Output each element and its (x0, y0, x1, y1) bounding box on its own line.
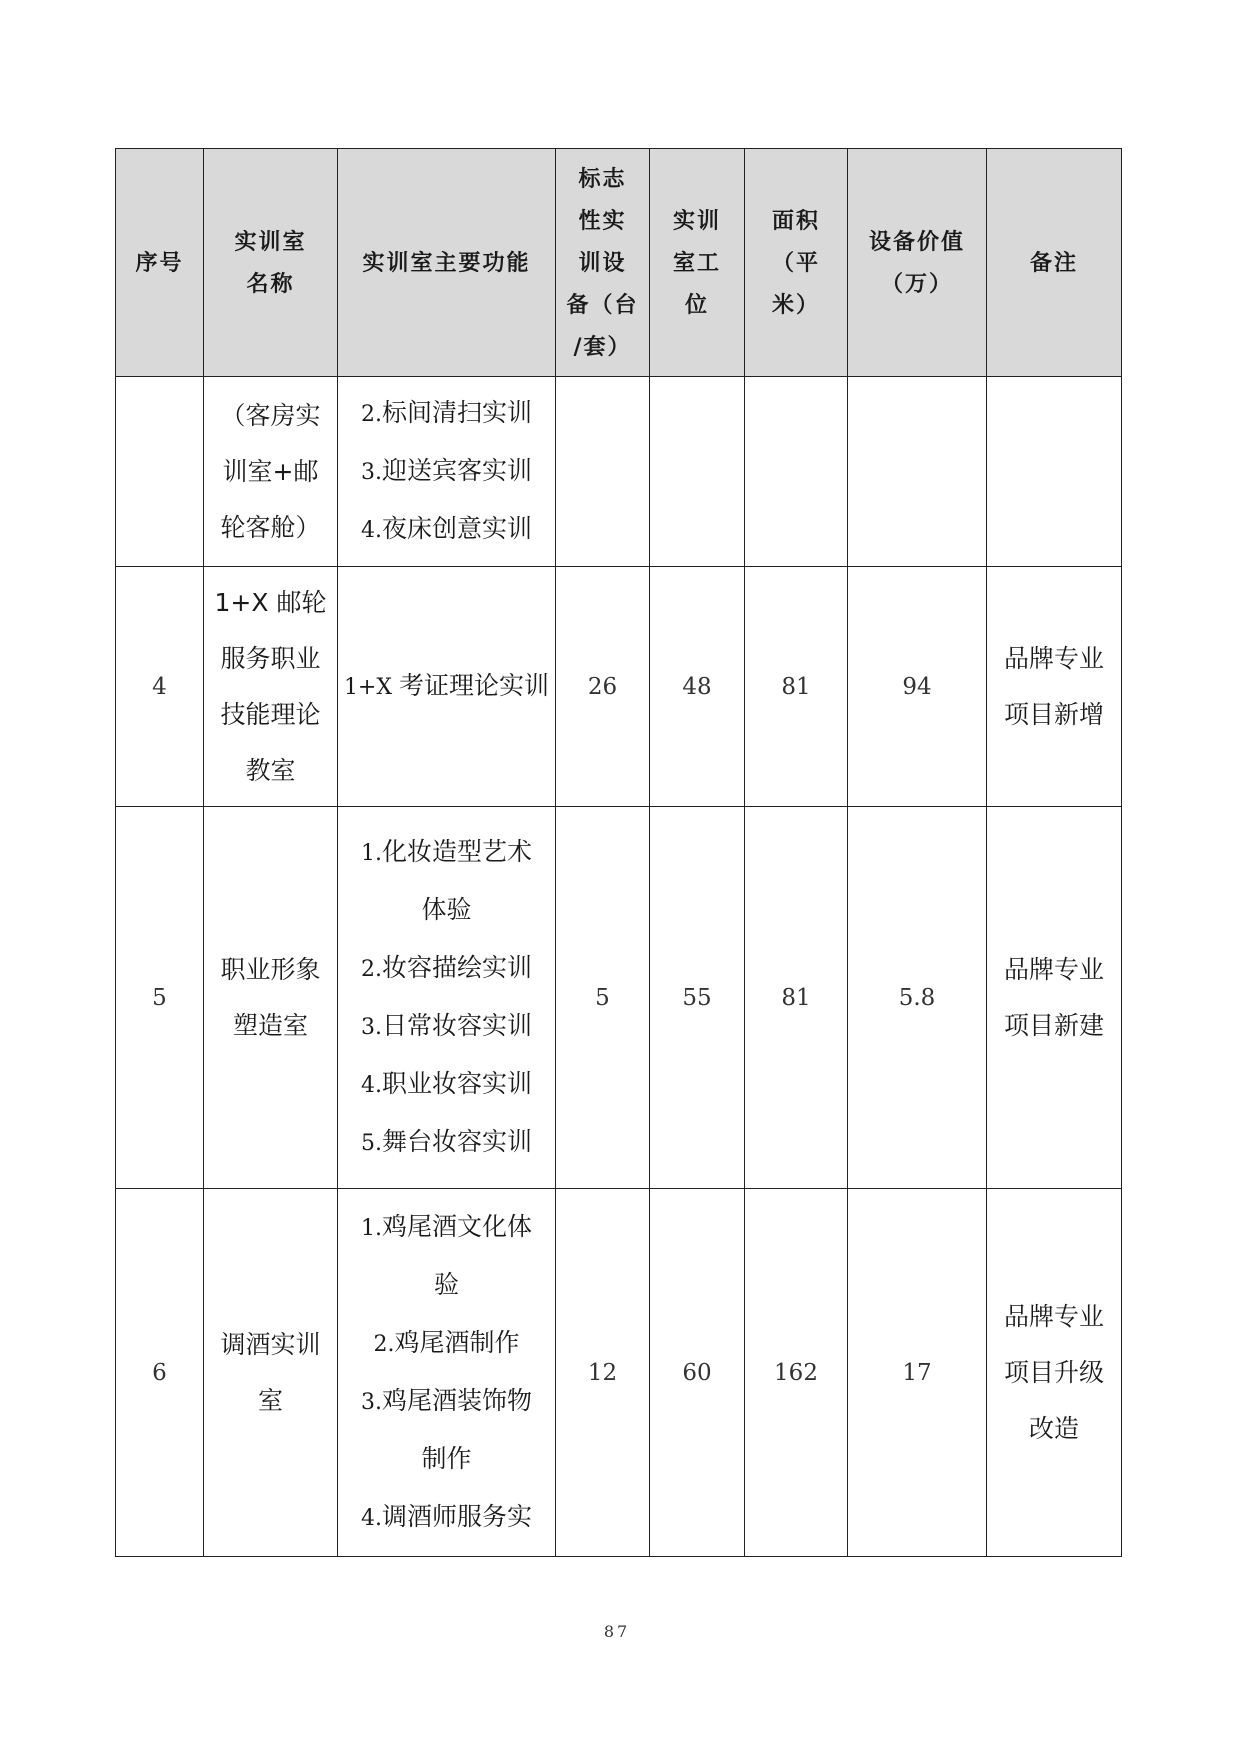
cell-equipment: 5 (556, 807, 650, 1189)
cell-area: 162 (745, 1189, 848, 1557)
function-text: 日常妆容实训 (381, 1010, 532, 1040)
cell-main-functions (338, 807, 556, 1189)
cell-area (745, 377, 848, 567)
header-line: 实训室主要功能 (362, 249, 531, 276)
header-line: 标志 (578, 165, 627, 192)
cell-stations (650, 377, 745, 567)
function-number: 1+X (343, 674, 400, 700)
header-index (116, 149, 204, 377)
function-item (342, 1114, 551, 1172)
cell-equipment-value: 5.8 (848, 807, 987, 1189)
table-row (116, 377, 1122, 567)
cell-line: 品牌专业 (1003, 643, 1104, 673)
function-item (342, 1489, 551, 1547)
function-item (342, 658, 551, 716)
header-line: 室工 (672, 249, 721, 276)
cell-remarks (987, 377, 1122, 567)
cell-room-name (204, 377, 338, 567)
header-line: 备注 (1029, 249, 1078, 276)
header-line: 备（台 (566, 291, 639, 318)
header-line: 面积 (771, 207, 820, 234)
header-line: 米） (771, 291, 820, 318)
function-text: 职业妆容实训 (381, 1068, 532, 1098)
function-item (342, 1257, 551, 1315)
table-row (116, 567, 1122, 807)
cell-equipment-value: 17 (848, 1189, 987, 1557)
function-item (342, 824, 551, 882)
cell-area: 81 (745, 807, 848, 1189)
function-text: 调酒师服务实 (381, 1501, 532, 1531)
function-text: 考证理论实训 (399, 670, 550, 700)
cell-main-functions (338, 567, 556, 807)
header-main-functions (338, 149, 556, 377)
header-line: 设备价值 (868, 228, 965, 255)
cell-equipment: 12 (556, 1189, 650, 1557)
header-line: 实训 (672, 207, 721, 234)
cell-line: （客房实 (220, 400, 321, 430)
function-item (342, 443, 551, 501)
function-text: 验 (433, 1269, 459, 1299)
function-text: 鸡尾酒制作 (394, 1327, 520, 1357)
function-text: 鸡尾酒装饰物 (381, 1385, 532, 1415)
page-number: 87 (603, 1622, 631, 1641)
table-row (116, 1189, 1122, 1557)
cell-stations: 48 (650, 567, 745, 807)
cell-remarks (987, 567, 1122, 807)
cell-line: 项目新增 (1003, 699, 1104, 729)
cell-main-functions (338, 377, 556, 567)
cell-equipment: 26 (556, 567, 650, 807)
function-number: 4. (360, 1072, 382, 1098)
function-item (342, 501, 551, 559)
header-remarks (987, 149, 1122, 377)
cell-line: 项目升级 (1003, 1357, 1104, 1387)
header-room-name (204, 149, 338, 377)
cell-room-name (204, 567, 338, 807)
function-item (342, 1315, 551, 1373)
header-line: （万） (880, 270, 953, 297)
cell-index (116, 377, 204, 567)
function-text: 鸡尾酒文化体 (381, 1211, 532, 1241)
cell-line: 教室 (245, 755, 296, 785)
function-number: 4. (360, 1505, 382, 1531)
cell-line: 1+X 邮轮 (214, 587, 327, 617)
function-text: 制作 (421, 1443, 472, 1473)
header-equipment (556, 149, 650, 377)
function-text: 化妆造型艺术 (381, 836, 532, 866)
cell-remarks (987, 1189, 1122, 1557)
cell-area: 81 (745, 567, 848, 807)
cell-line: 训室+邮 (222, 456, 319, 486)
function-item (342, 1373, 551, 1431)
function-number: 3. (360, 1014, 382, 1040)
training-rooms-table (115, 148, 1122, 1557)
header-area (745, 149, 848, 377)
cell-line: 职业形象 (220, 954, 321, 984)
cell-equipment (556, 377, 650, 567)
function-item (342, 940, 551, 998)
header-line: 序号 (135, 249, 184, 276)
cell-line: 服务职业 (220, 643, 321, 673)
function-number: 3. (360, 1389, 382, 1415)
header-line: （平 (771, 249, 820, 276)
function-item (342, 1431, 551, 1489)
header-line: 实训室 (234, 228, 307, 255)
function-number: 1. (360, 840, 382, 866)
header-equipment-value (848, 149, 987, 377)
cell-room-name (204, 807, 338, 1189)
table-body (116, 377, 1122, 1557)
cell-equipment-value: 94 (848, 567, 987, 807)
function-number: 2. (360, 401, 382, 427)
cell-index: 6 (116, 1189, 204, 1557)
cell-index: 4 (116, 567, 204, 807)
function-number: 3. (360, 459, 382, 485)
function-number: 5. (360, 1130, 382, 1156)
header-line: /套） (573, 333, 632, 360)
function-text: 体验 (421, 894, 472, 924)
cell-stations: 55 (650, 807, 745, 1189)
table-row (116, 807, 1122, 1189)
cell-line: 品牌专业 (1003, 954, 1104, 984)
cell-main-functions (338, 1189, 556, 1557)
function-number: 1. (360, 1215, 382, 1241)
function-number: 4. (360, 517, 382, 543)
cell-stations: 60 (650, 1189, 745, 1557)
cell-line: 品牌专业 (1003, 1301, 1104, 1331)
cell-index: 5 (116, 807, 204, 1189)
cell-line: 项目新建 (1003, 1010, 1104, 1040)
function-number: 2. (373, 1331, 395, 1357)
function-text: 夜床创意实训 (381, 513, 532, 543)
function-number: 2. (360, 956, 382, 982)
function-item (342, 1199, 551, 1257)
header-stations (650, 149, 745, 377)
header-line: 训设 (578, 249, 627, 276)
cell-room-name (204, 1189, 338, 1557)
cell-remarks (987, 807, 1122, 1189)
cell-line: 室 (257, 1385, 283, 1415)
header-row (116, 149, 1122, 377)
header-line: 性实 (578, 207, 627, 234)
function-text: 舞台妆容实训 (381, 1126, 532, 1156)
cell-line: 调酒实训 (220, 1329, 321, 1359)
function-item (342, 1056, 551, 1114)
header-line: 位 (684, 291, 709, 318)
function-text: 迎送宾客实训 (381, 455, 532, 485)
cell-line: 塑造室 (232, 1010, 308, 1040)
function-text: 标间清扫实训 (381, 397, 532, 427)
header-line: 名称 (246, 270, 295, 297)
cell-line: 技能理论 (220, 699, 321, 729)
cell-line: 轮客舱） (220, 512, 321, 542)
function-item (342, 385, 551, 443)
cell-equipment-value (848, 377, 987, 567)
function-item (342, 998, 551, 1056)
cell-line: 改造 (1028, 1413, 1079, 1443)
function-text: 妆容描绘实训 (381, 952, 532, 982)
function-item (342, 882, 551, 940)
